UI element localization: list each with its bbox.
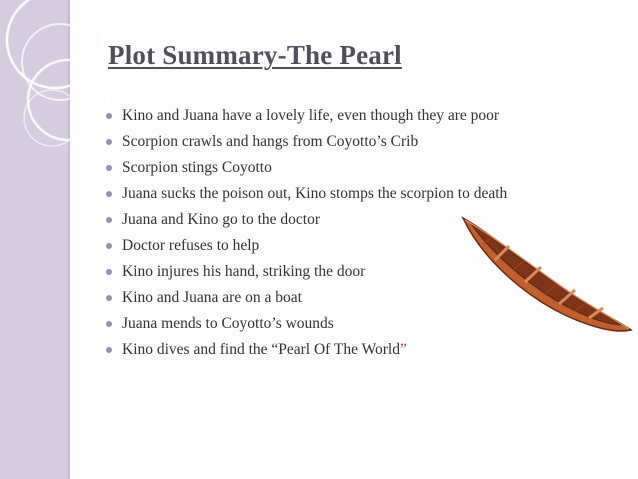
canoe-icon xyxy=(455,210,635,340)
bullet-text: Doctor refuses to help xyxy=(122,237,260,254)
bullet-icon xyxy=(106,191,112,197)
bullet-text: Kino injures his hand, striking the door xyxy=(122,263,366,280)
bullet-item xyxy=(104,233,507,259)
bullet-item xyxy=(104,103,507,129)
bullet-text: Juana and Kino go to the doctor xyxy=(122,211,321,228)
closing-quote: ” xyxy=(399,341,407,358)
decorative-circles-icon xyxy=(0,0,120,180)
bullet-icon xyxy=(106,347,112,353)
bullet-icon xyxy=(106,269,112,275)
bullet-text: Kino and Juana are on a boat xyxy=(122,289,302,306)
bullet-text: Kino and Juana have a lovely life, even though they are poor xyxy=(122,107,500,124)
bullet-item xyxy=(104,285,507,311)
bullet-list xyxy=(104,103,507,363)
slide-title: Plot Summary-The Pearl xyxy=(108,40,402,70)
bullet-icon xyxy=(106,165,112,171)
bullet-icon xyxy=(106,295,112,301)
bullet-item xyxy=(104,155,507,181)
bullet-icon xyxy=(106,139,112,145)
bullet-item xyxy=(104,311,507,337)
bullet-item xyxy=(104,129,507,155)
bullet-text: Juana mends to Coyotto’s wounds xyxy=(122,315,334,332)
bullet-item xyxy=(104,337,507,363)
bullet-icon xyxy=(106,243,112,249)
bullet-icon xyxy=(106,113,112,119)
bullet-item xyxy=(104,181,507,207)
bullet-item xyxy=(104,259,507,285)
bullet-text: Kino dives and find the “Pearl Of The World xyxy=(122,341,400,358)
bullet-text: Juana sucks the poison out, Kino stomps the scorpion to death xyxy=(122,185,508,202)
bullet-icon xyxy=(106,217,112,223)
bullet-icon xyxy=(106,321,112,327)
bullet-item xyxy=(104,207,507,233)
bullet-text: Scorpion stings Coyotto xyxy=(122,159,272,176)
bullet-text: Scorpion crawls and hangs from Coyotto’s Crib xyxy=(122,133,419,150)
